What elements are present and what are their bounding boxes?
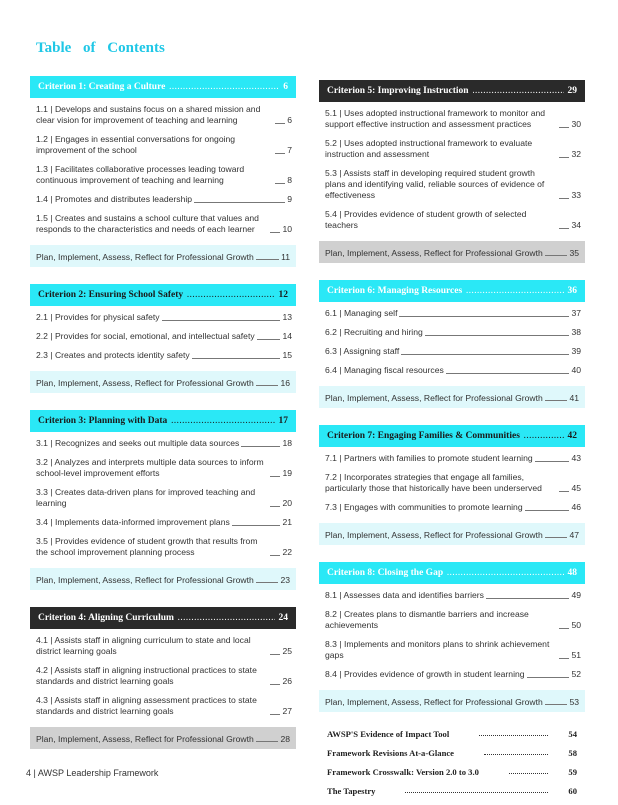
toc-entry-text: 1.5 | Creates and sustains a school culture that values and responds to the characteristics and needs of each learner	[36, 213, 259, 234]
criterion-section	[319, 425, 585, 545]
toc-entry-text: 5.1 | Uses adopted instructional framework to monitor and support effective instruction and assessment practices	[325, 108, 546, 129]
criterion-items	[319, 302, 585, 386]
professional-growth-entry[interactable]	[30, 727, 296, 749]
leader-line	[270, 506, 280, 507]
leader-line	[194, 202, 285, 203]
criterion-page-number: 48	[567, 568, 577, 578]
professional-growth-page: 28	[280, 734, 290, 744]
criterion-section	[319, 80, 585, 263]
professional-growth-entry[interactable]	[30, 245, 296, 267]
toc-entry-page: 15	[282, 350, 292, 360]
leader-line	[479, 735, 548, 736]
dot-leader	[169, 83, 279, 91]
toc-entry-text: 3.1 | Recognizes and seeks out multiple data sources	[36, 438, 240, 448]
professional-growth-entry[interactable]	[30, 371, 296, 393]
appendix-entry[interactable]	[327, 786, 577, 796]
toc-entry-page: 8	[287, 175, 292, 185]
toc-entry[interactable]	[36, 350, 292, 361]
professional-growth-text: Plan, Implement, Assess, Reflect for Professional Growth	[325, 530, 543, 540]
leader-line	[256, 385, 279, 386]
appendix-entry-page: 58	[568, 748, 577, 758]
leader-line	[486, 598, 570, 599]
toc-entry-text: 8.3 | Implements and monitors plans to shrink achievement gaps	[325, 639, 550, 660]
toc-entry-text: 6.1 | Managing self	[325, 308, 398, 318]
criterion-section	[30, 284, 296, 393]
dot-leader	[524, 432, 564, 440]
toc-entry-page: 52	[571, 669, 581, 679]
leader-line	[270, 714, 280, 715]
criterion-section	[319, 562, 585, 712]
toc-entry[interactable]	[325, 453, 581, 464]
toc-entry-page: 6	[287, 115, 292, 125]
leader-line	[527, 677, 570, 678]
criterion-title: Criterion 3: Planning with Data	[38, 416, 168, 426]
dot-leader	[466, 287, 563, 295]
toc-entry[interactable]	[325, 308, 581, 319]
toc-entry-text: 2.2 | Provides for social, emotional, and intellectual safety	[36, 331, 255, 341]
toc-entry[interactable]	[36, 695, 292, 717]
criterion-section	[319, 280, 585, 408]
toc-entry-text: 8.4 | Provides evidence of growth in student learning	[325, 669, 525, 679]
toc-entry-text: 5.2 | Uses adopted instructional framework to evaluate instruction and assessment	[325, 138, 533, 159]
leader-line	[256, 741, 279, 742]
appendix-entry[interactable]	[327, 729, 577, 739]
toc-entry[interactable]	[325, 108, 581, 130]
toc-entry-text: 5.3 | Assists staff in developing required student growth plans and identifying valid, reliable sources of evidence of effectiveness	[325, 168, 545, 200]
toc-entry[interactable]	[36, 312, 292, 323]
toc-entry-text: 3.4 | Implements data-informed improvement plans	[36, 517, 230, 527]
leader-line	[275, 153, 285, 154]
toc-entry[interactable]	[325, 669, 581, 680]
leader-line	[545, 704, 568, 705]
criterion-page-number: 6	[283, 82, 288, 92]
criterion-items	[30, 306, 296, 371]
leader-line	[559, 198, 569, 199]
toc-entry-page: 37	[571, 308, 581, 318]
dot-leader	[187, 291, 274, 299]
leader-line	[256, 259, 279, 260]
toc-entry-text: 7.3 | Engages with communities to promote learning	[325, 502, 523, 512]
toc-entry-page: 51	[571, 650, 581, 660]
toc-entry[interactable]	[36, 331, 292, 342]
leader-line	[401, 354, 569, 355]
toc-entry[interactable]	[36, 194, 292, 205]
leader-line	[162, 320, 281, 321]
toc-entry-text: 7.1 | Partners with families to promote student learning	[325, 453, 533, 463]
toc-entry[interactable]	[325, 365, 581, 376]
leader-line	[545, 255, 568, 256]
right-sections	[319, 80, 585, 712]
page-title: Table of Contents	[36, 40, 165, 56]
criterion-page-number: 24	[278, 613, 288, 623]
toc-entry-text: 6.3 | Assigning staff	[325, 346, 400, 356]
appendix-entry-page: 59	[568, 767, 577, 777]
criterion-items	[319, 584, 585, 690]
toc-entry-text: 8.2 | Creates plans to dismantle barriers and increase achievements	[325, 609, 529, 630]
leader-line	[241, 446, 280, 447]
toc-entry[interactable]	[325, 639, 581, 661]
toc-entry-page: 9	[287, 194, 292, 204]
criterion-items	[30, 629, 296, 727]
toc-entry-page: 26	[282, 676, 292, 686]
toc-entry-page: 49	[571, 590, 581, 600]
leader-line	[232, 525, 281, 526]
professional-growth-text: Plan, Implement, Assess, Reflect for Professional Growth	[325, 393, 543, 403]
leader-line	[256, 582, 279, 583]
toc-entry-page: 30	[571, 119, 581, 129]
leader-line	[257, 339, 281, 340]
appendix-entry-text: Framework Crosswalk: Version 2.0 to 3.0	[327, 767, 479, 777]
toc-entry-text: 1.3 | Facilitates collaborative processes leading toward continuous improvement of teaching and learning	[36, 164, 245, 185]
appendix-entry-text: Framework Revisions At-a-Glance	[327, 748, 454, 758]
leader-line	[559, 491, 569, 492]
toc-entry[interactable]	[36, 213, 292, 235]
leader-line	[446, 373, 570, 374]
leader-line	[270, 232, 280, 233]
toc-entry-page: 27	[282, 706, 292, 716]
appendix-entry[interactable]	[327, 748, 577, 758]
toc-entry-page: 39	[571, 346, 581, 356]
criterion-page-number: 12	[278, 290, 288, 300]
criterion-page-number: 42	[567, 431, 577, 441]
leader-line	[535, 461, 570, 462]
toc-entry[interactable]	[36, 104, 292, 126]
leader-line	[275, 123, 285, 124]
professional-growth-text: Plan, Implement, Assess, Reflect for Professional Growth	[36, 252, 254, 262]
criterion-title: Criterion 5: Improving Instruction	[327, 86, 469, 96]
professional-growth-text: Plan, Implement, Assess, Reflect for Professional Growth	[325, 697, 543, 707]
professional-growth-entry[interactable]	[319, 241, 585, 263]
toc-entry-text: 3.5 | Provides evidence of student growth that results from the school improvement planning process	[36, 536, 258, 557]
professional-growth-text: Plan, Implement, Assess, Reflect for Professional Growth	[36, 378, 254, 388]
professional-growth-entry[interactable]	[319, 523, 585, 545]
criterion-page-number: 36	[567, 286, 577, 296]
toc-entry-text: 7.2 | Incorporates strategies that engage all families, particularly those that historically have been underserved	[325, 472, 542, 493]
toc-entry-page: 20	[282, 498, 292, 508]
toc-entry-text: 6.2 | Recruiting and hiring	[325, 327, 423, 337]
toc-entry[interactable]	[36, 134, 292, 156]
toc-entry-text: 6.4 | Managing fiscal resources	[325, 365, 444, 375]
left-column	[30, 76, 296, 766]
criterion-heading[interactable]	[30, 607, 296, 629]
professional-growth-page: 23	[280, 575, 290, 585]
extras-list	[319, 729, 585, 796]
leader-line	[275, 183, 285, 184]
toc-entry-text: 1.2 | Engages in essential conversations for ongoing improvement of the school	[36, 134, 236, 155]
professional-growth-entry[interactable]	[30, 568, 296, 590]
criterion-section	[30, 607, 296, 749]
toc-entry[interactable]	[36, 665, 292, 687]
professional-growth-entry[interactable]	[319, 690, 585, 712]
toc-entry[interactable]	[36, 536, 292, 558]
toc-entry-page: 33	[571, 190, 581, 200]
criterion-title: Criterion 4: Aligning Curriculum	[38, 613, 174, 623]
criterion-heading[interactable]	[319, 80, 585, 102]
toc-entry-page: 40	[571, 365, 581, 375]
toc-entry-page: 32	[571, 149, 581, 159]
leader-line	[559, 628, 569, 629]
toc-entry[interactable]	[325, 609, 581, 631]
toc-entry[interactable]	[36, 438, 292, 449]
toc-entry-text: 3.2 | Analyzes and interprets multiple data sources to inform school-level improvement efforts	[36, 457, 264, 478]
criterion-page-number: 17	[278, 416, 288, 426]
criterion-heading[interactable]	[30, 410, 296, 432]
page-footer: 4 | AWSP Leadership Framework	[26, 768, 159, 778]
leader-line	[545, 537, 568, 538]
criterion-title: Criterion 7: Engaging Families & Communities	[327, 431, 520, 441]
leader-line	[509, 773, 549, 774]
criterion-heading[interactable]	[319, 562, 585, 584]
criterion-items	[30, 98, 296, 245]
toc-entry-page: 22	[282, 547, 292, 557]
criterion-items	[319, 447, 585, 523]
leader-line	[525, 510, 570, 511]
professional-growth-entry[interactable]	[319, 386, 585, 408]
toc-entry-text: 2.3 | Creates and protects identity safety	[36, 350, 190, 360]
toc-entry[interactable]	[36, 164, 292, 186]
appendix-entry-text: The Tapestry	[327, 786, 376, 796]
toc-entry[interactable]	[36, 487, 292, 509]
appendix-entry-page: 54	[568, 729, 577, 739]
toc-entry-page: 18	[282, 438, 292, 448]
professional-growth-text: Plan, Implement, Assess, Reflect for Professional Growth	[36, 575, 254, 585]
appendix-entry[interactable]	[327, 767, 577, 777]
toc-entry[interactable]	[325, 327, 581, 338]
leader-line	[559, 228, 569, 229]
professional-growth-page: 53	[569, 697, 579, 707]
criterion-heading[interactable]	[319, 280, 585, 302]
toc-entry-text: 4.1 | Assists staff in aligning curriculum to state and local district learning goals	[36, 635, 251, 656]
toc-entry[interactable]	[36, 517, 292, 528]
leader-line	[559, 658, 569, 659]
toc-entry[interactable]	[325, 138, 581, 160]
toc-entry-page: 10	[282, 224, 292, 234]
professional-growth-page: 11	[281, 252, 290, 262]
criterion-title: Criterion 2: Ensuring School Safety	[38, 290, 184, 300]
toc-entry-page: 43	[571, 453, 581, 463]
toc-entry-text: 2.1 | Provides for physical safety	[36, 312, 160, 322]
criterion-heading[interactable]	[30, 284, 296, 306]
criterion-page-number: 29	[567, 86, 577, 96]
criterion-items	[30, 432, 296, 568]
toc-entry-page: 19	[282, 468, 292, 478]
professional-growth-page: 41	[569, 393, 579, 403]
criterion-title: Criterion 6: Managing Resources	[327, 286, 463, 296]
toc-entry-page: 25	[282, 646, 292, 656]
toc-entry-page: 14	[282, 331, 292, 341]
professional-growth-text: Plan, Implement, Assess, Reflect for Professional Growth	[325, 248, 543, 258]
criterion-items	[319, 102, 585, 241]
right-column	[319, 80, 585, 805]
dot-leader	[447, 569, 563, 577]
toc-entry-page: 45	[571, 483, 581, 493]
toc-entry[interactable]	[325, 502, 581, 513]
toc-entry-page: 34	[571, 220, 581, 230]
toc-entry-page: 21	[282, 517, 292, 527]
leader-line	[545, 400, 568, 401]
dot-leader	[178, 614, 275, 622]
appendix-entry-text: AWSP'S Evidence of Impact Tool	[327, 729, 450, 739]
leader-line	[270, 654, 280, 655]
criterion-heading[interactable]	[30, 76, 296, 98]
professional-growth-text: Plan, Implement, Assess, Reflect for Professional Growth	[36, 734, 254, 744]
toc-entry-page: 7	[287, 145, 292, 155]
toc-entry[interactable]	[325, 168, 581, 201]
leader-line	[425, 335, 570, 336]
criterion-section	[30, 76, 296, 267]
toc-entry[interactable]	[325, 346, 581, 357]
toc-entry-page: 13	[282, 312, 292, 322]
toc-entry-text: 8.1 | Assesses data and identifies barriers	[325, 590, 484, 600]
toc-entry[interactable]	[36, 457, 292, 479]
professional-growth-page: 35	[569, 248, 579, 258]
leader-line	[405, 792, 548, 793]
professional-growth-page: 16	[280, 378, 290, 388]
toc-entry[interactable]	[325, 590, 581, 601]
dot-leader	[473, 87, 564, 95]
leader-line	[270, 476, 280, 477]
leader-line	[192, 358, 281, 359]
leader-line	[399, 316, 569, 317]
leader-line	[270, 684, 280, 685]
toc-entry-page: 46	[571, 502, 581, 512]
toc-entry-page: 50	[571, 620, 581, 630]
appendix-entry-page: 60	[568, 786, 577, 796]
toc-entry[interactable]	[36, 635, 292, 657]
dot-leader	[171, 417, 274, 425]
toc-entry-text: 5.4 | Provides evidence of student growth of selected teachers	[325, 209, 527, 230]
toc-entry-text: 4.2 | Assists staff in aligning instructional practices to state standards and district learning goals	[36, 665, 257, 686]
criterion-title: Criterion 1: Creating a Culture	[38, 82, 166, 92]
leader-line	[559, 127, 569, 128]
professional-growth-page: 47	[569, 530, 579, 540]
toc-entry-page: 38	[571, 327, 581, 337]
leader-line	[484, 754, 548, 755]
toc-entry-text: 3.3 | Creates data-driven plans for improved teaching and learning	[36, 487, 256, 508]
toc-entry[interactable]	[325, 209, 581, 231]
toc-entry-text: 1.1 | Develops and sustains focus on a shared mission and clear vision for improvement of teaching and learning	[36, 104, 261, 125]
toc-entry-text: 1.4 | Promotes and distributes leadership	[36, 194, 193, 204]
toc-entry-text: 4.3 | Assists staff in aligning assessment practices to state standards and district learning goals	[36, 695, 257, 716]
criterion-heading[interactable]	[319, 425, 585, 447]
leader-line	[559, 157, 569, 158]
criterion-section	[30, 410, 296, 590]
leader-line	[270, 555, 280, 556]
criterion-title: Criterion 8: Closing the Gap	[327, 568, 444, 578]
toc-entry[interactable]	[325, 472, 581, 494]
